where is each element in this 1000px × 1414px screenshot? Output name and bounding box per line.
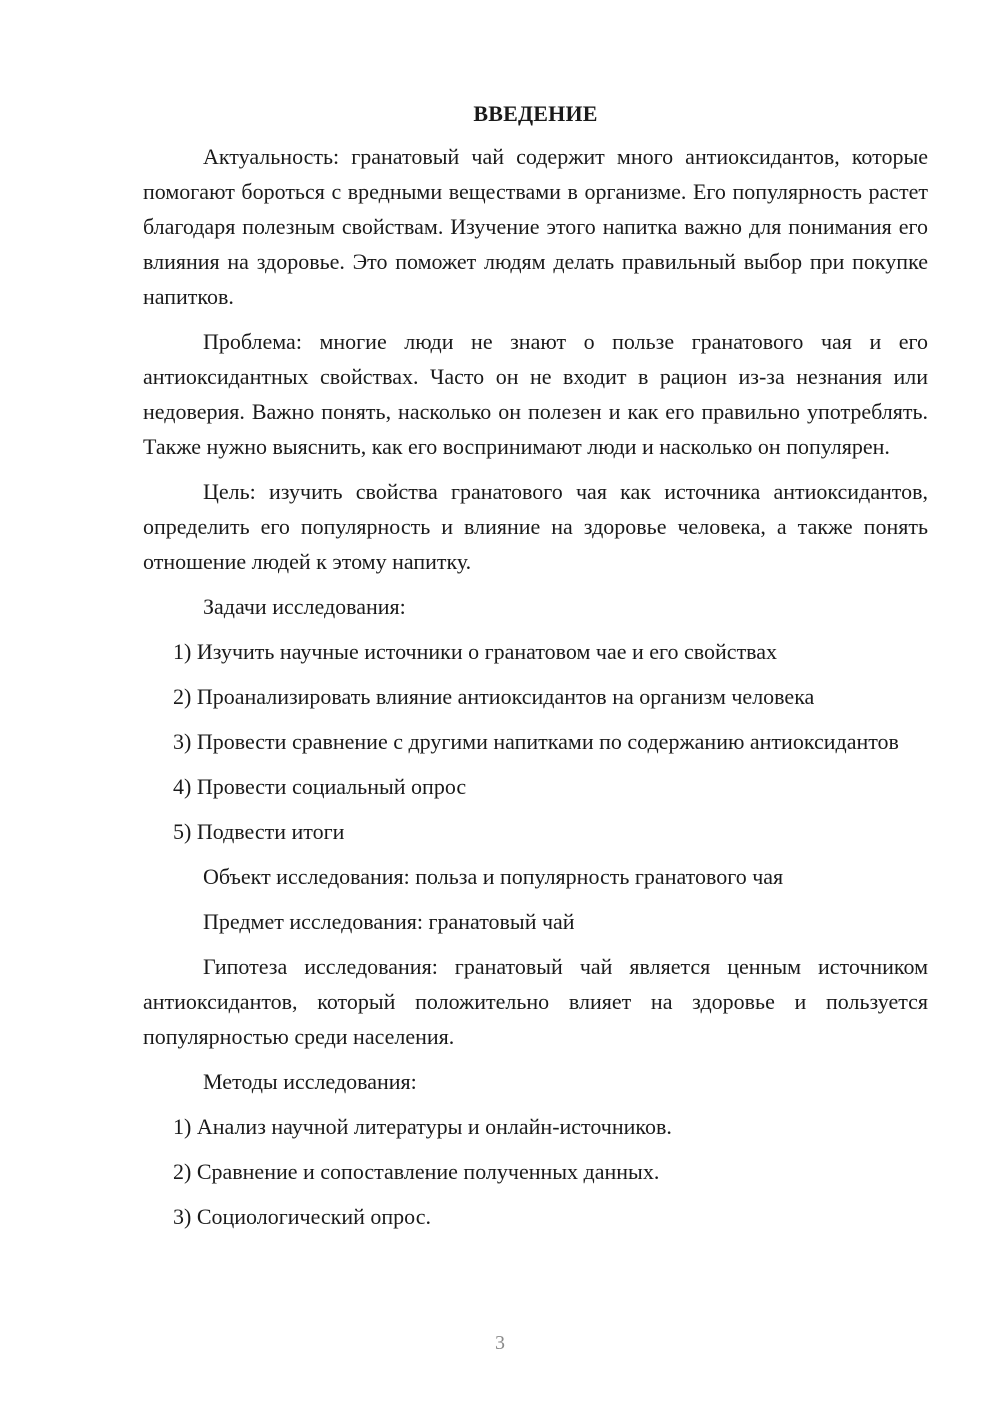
method-item: 1) Анализ научной литературы и онлайн-источников. — [173, 1114, 672, 1139]
tasks-heading: Задачи исследования: — [203, 594, 406, 619]
task-item: 2) Проанализировать влияние антиоксидантов на организм человека — [173, 684, 815, 709]
document-body — [143, 96, 928, 1244]
problem-paragraph: Проблема: многие люди не знают о пользе гранатового чая и его антиоксидантных свойствах. Часто он не входит в рацион из-за незнания или недоверия. Важно понять, насколько он полезен и как его правильно употреблять. Также нужно выяснить, как его воспринимают люди и насколько он популярен. — [143, 329, 928, 459]
research-object: Объект исследования: польза и популярность гранатового чая — [203, 864, 784, 889]
task-item: 5) Подвести итоги — [173, 819, 345, 844]
task-item: 3) Провести сравнение с другими напитками по содержанию антиоксидантов — [173, 729, 899, 754]
task-item: 1) Изучить научные источники о гранатовом чае и его свойствах — [173, 639, 778, 664]
hypothesis-paragraph: Гипотеза исследования: гранатовый чай является ценным источником антиоксидантов, который положительно влияет на здоровье и пользуется популярностью среди населения. — [143, 954, 928, 1049]
goal-paragraph: Цель: изучить свойства гранатового чая как источника антиоксидантов, определить его популярность и влияние на здоровье человека, а также понять отношение людей к этому напитку. — [143, 479, 928, 574]
section-title: ВВЕДЕНИЕ — [473, 101, 598, 126]
method-item: 3) Социологический опрос. — [173, 1204, 431, 1229]
relevance-paragraph: Актуальность: гранатовый чай содержит много антиоксидантов, которые помогают бороться с вредными веществами в организме. Его популярность растет благодаря полезным свойствам. Изучение этого напитка важно для понимания его влияния на здоровье. Это поможет людям делать правильный выбор при покупке напитков. — [143, 144, 928, 309]
research-subject: Предмет исследования: гранатовый чай — [203, 909, 575, 934]
task-item: 4) Провести социальный опрос — [173, 774, 467, 799]
method-item: 2) Сравнение и сопоставление полученных данных. — [173, 1159, 660, 1184]
page-number: 3 — [495, 1332, 505, 1354]
methods-heading: Методы исследования: — [203, 1069, 417, 1094]
